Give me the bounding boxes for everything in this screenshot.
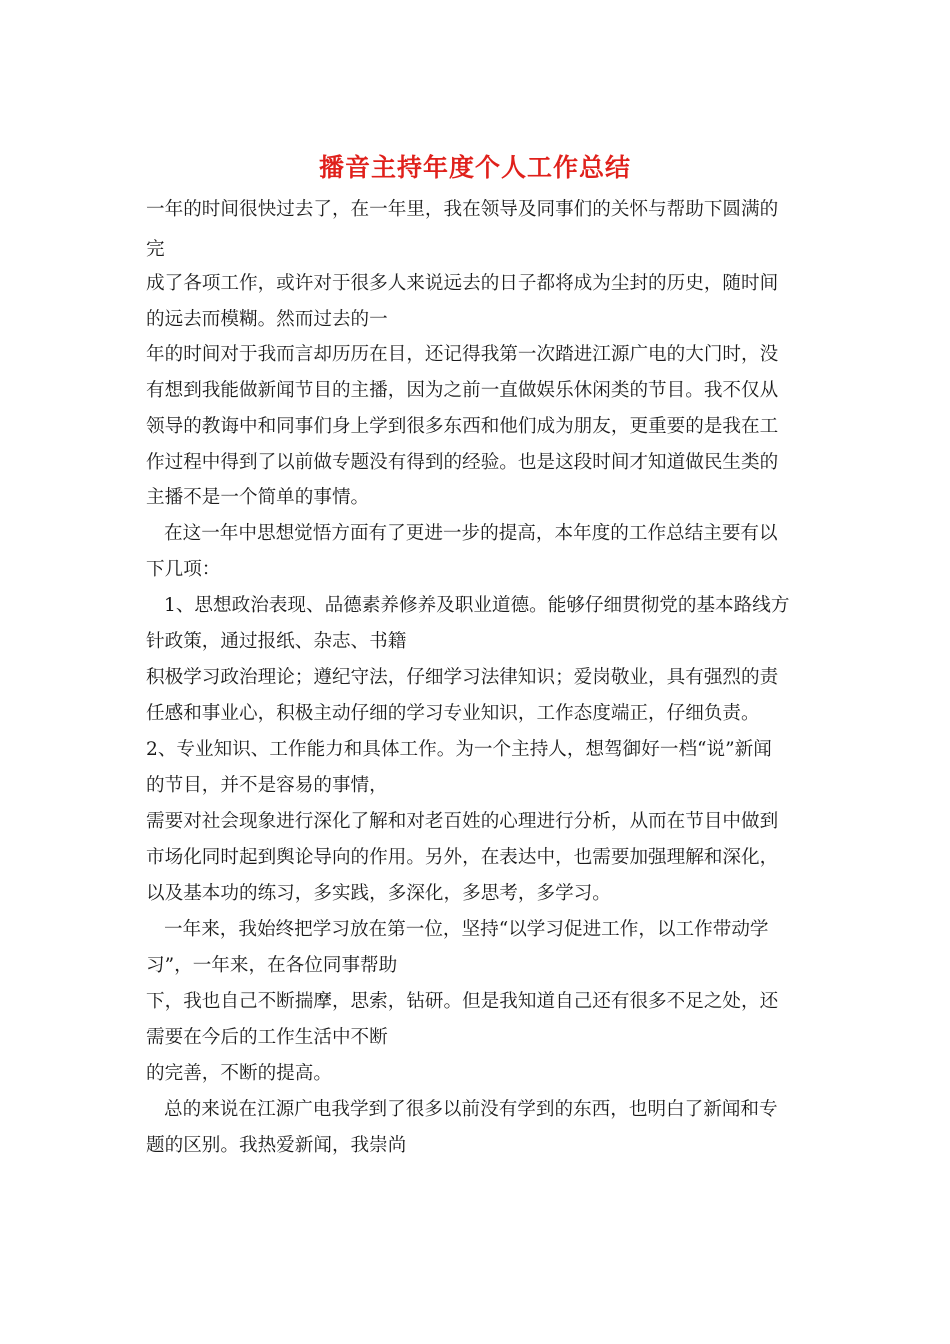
body-line: 的节目，并不是容易的事情，	[146, 775, 388, 796]
body-line: 下，我也自己不断揣摩，思索，钻研。但是我知道自己还有很多不足之处，还	[146, 991, 779, 1012]
body-line: 在这一年中思想觉悟方面有了更进一步的提高，本年度的工作总结主要有以	[164, 523, 778, 544]
body-line: 领导的教诲中和同事们身上学到很多东西和他们成为朋友，更重要的是我在工	[146, 416, 779, 437]
body-line: 总的来说在江源广电我学到了很多以前没有学到的东西，也明白了新闻和专	[164, 1099, 778, 1120]
body-line: 的完善，不断的提高。	[146, 1063, 332, 1084]
body-line: 主播不是一个简单的事情。	[146, 487, 370, 508]
body-line: 完	[146, 239, 165, 260]
body-line: 习”，一年来，在各位同事帮助	[146, 955, 398, 976]
body-line: 2、专业知识、工作能力和具体工作。为一个主持人，想驾御好一档“说”新闻	[146, 739, 772, 760]
body-line: 积极学习政治理论；遵纪守法，仔细学习法律知识；爱岗敬业，具有强烈的责	[146, 667, 779, 688]
document-title: 播音主持年度个人工作总结	[318, 153, 631, 182]
body-line: 年的时间对于我而言却历历在目，还记得我第一次踏进江源广电的大门时，没	[146, 344, 779, 365]
body-line: 成了各项工作，或许对于很多人来说远去的日子都将成为尘封的历史，随时间	[146, 273, 779, 294]
body-line: 一年的时间很快过去了，在一年里，我在领导及同事们的关怀与帮助下圆满的	[146, 199, 779, 220]
body-line: 的远去而模糊。然而过去的一	[146, 309, 388, 330]
body-line: 一年来，我始终把学习放在第一位，坚持“以学习促进工作，以工作带动学	[164, 919, 769, 940]
body-line: 有想到我能做新闻节目的主播，因为之前一直做娱乐休闲类的节目。我不仅从	[146, 380, 779, 401]
body-line: 题的区别。我热爱新闻，我崇尚	[146, 1135, 407, 1156]
body-line: 作过程中得到了以前做专题没有得到的经验。也是这段时间才知道做民生类的	[146, 452, 779, 473]
body-line: 任感和事业心，积极主动仔细的学习专业知识，工作态度端正，仔细负责。	[146, 703, 760, 724]
body-line: 下几项：	[146, 559, 221, 580]
body-line: 1、思想政治表现、品德素养修养及职业道德。能够仔细贯彻党的基本路线方	[164, 595, 790, 616]
body-line: 需要对社会现象进行深化了解和对老百姓的心理进行分析，从而在节目中做到	[146, 811, 779, 832]
body-line: 针政策，通过报纸、杂志、书籍	[146, 631, 407, 652]
body-line: 需要在今后的工作生活中不断	[146, 1027, 388, 1048]
body-line: 以及基本功的练习，多实践，多深化，多思考，多学习。	[146, 883, 611, 904]
body-line: 市场化同时起到舆论导向的作用。另外，在表达中，也需要加强理解和深化，	[146, 847, 779, 868]
